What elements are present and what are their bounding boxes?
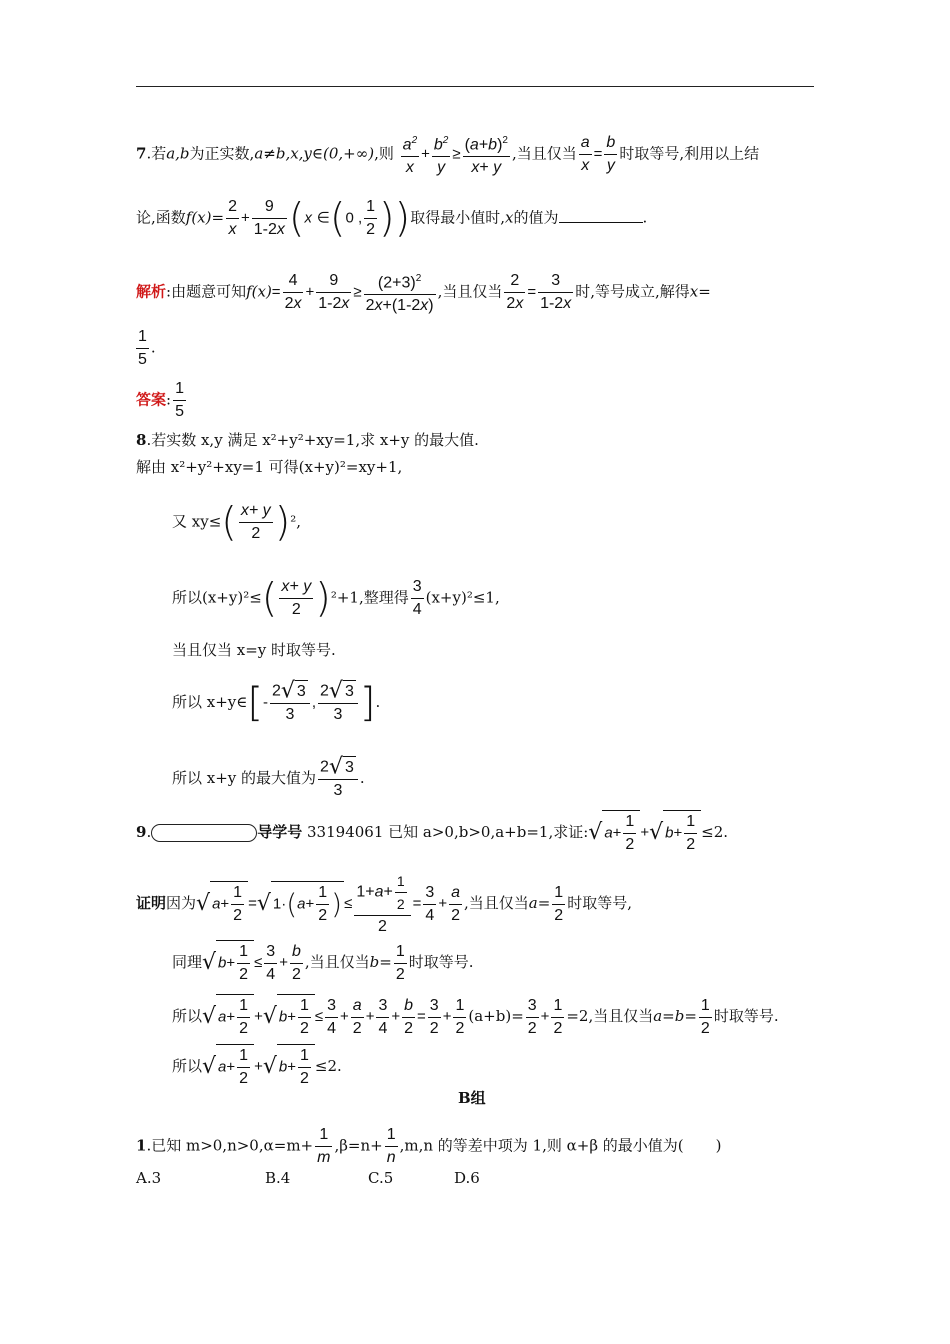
option-a[interactable]: A.3 — [136, 1169, 162, 1187]
q7-text: 时取等号,利用以上结 — [619, 144, 760, 163]
fraction: $\frac{(2+3)^2}{2x+(1-2x)}$ — [364, 268, 436, 317]
fraction: $\frac{3}{4}$ — [412, 578, 422, 618]
q7-text: = — [211, 208, 225, 227]
q8-text: 所以 x+y∈ — [172, 693, 248, 711]
solution-text: . — [150, 338, 156, 357]
q9-text: 已知 a>0,b>0,a+b=1,求证: — [388, 823, 589, 841]
q7-text: 为正实数, — [189, 144, 255, 163]
q9-proof-1: 证明因为√ a+ $\frac{1}{2}$ =√ 1·(a+ $\frac{1}{2}$ ) ≤ 1+a+ $\frac{1}{2}$ 2 = $\frac{3}{4}$ + $\frac{a}{2}$ ,当且仅当a= $\frac{1}{2}$ 时取等号, — [136, 870, 632, 938]
q8-text: 当且仅当 x=y 时取等号. — [172, 641, 336, 659]
q9-text: 时取等号. — [408, 953, 474, 971]
q9-text: 因为 — [166, 894, 197, 912]
q8-step-3: 所以(x+y)²≤( $\frac{x+ y}{2}$ )²+1,整理得 $\frac{3}{4}$ (x+y)²≤1, — [172, 575, 500, 622]
fraction: $\frac{a^2}{x}$ — [401, 130, 419, 179]
solution-label: 解析 — [136, 282, 167, 301]
q8-text: 解由 x²+y²+xy=1 可得(x+y)²=xy+1, — [136, 458, 403, 476]
function-f: f(x) — [246, 282, 272, 301]
q9-text: a=b= — [653, 1007, 697, 1025]
fraction: $\frac{2√ 3}{3}$ — [318, 756, 358, 802]
fraction: $\frac{4}{2x}$ — [284, 272, 302, 313]
q7-text: 论,函数 — [136, 208, 186, 227]
q9-text: ≤2. — [701, 823, 729, 841]
frac-denominator: 5 — [175, 403, 184, 420]
fraction: $\frac{b}{y}$ — [606, 134, 616, 175]
q8-text: (x+y)²≤1, — [425, 588, 500, 607]
solution-text: :由题意可知 — [166, 282, 247, 301]
fraction: $\frac{a}{x}$ — [580, 134, 590, 175]
q9-text: 时取等号. — [713, 1007, 779, 1025]
fraction: $\frac{x+ y}{2}$ — [240, 502, 271, 542]
solution-text: ,当且仅当 — [437, 282, 503, 301]
q9-text: ,当且仅当 — [463, 894, 529, 912]
proof-label: 证明 — [136, 894, 167, 912]
question-number: 7 — [136, 144, 147, 163]
q8-step-2: 又 xy≤( $\frac{x+ y}{2}$ )², — [172, 499, 302, 546]
q9-text: =2,当且仅当 — [566, 1007, 654, 1025]
q8-step-1 — [136, 457, 402, 477]
answer-text: : — [166, 390, 172, 409]
question-number: 8 — [136, 431, 147, 449]
solution-text: 时,等号成立,解得 — [575, 282, 690, 301]
q9-proof-2: 同理√ b+ $\frac{1}{2}$ ≤ $\frac{3}{4}$ + $\frac{b}{2}$ ,当且仅当b= $\frac{1}{2}$ 时取等号. — [172, 940, 474, 986]
fraction: $\frac{b^2}{y}$ — [432, 130, 450, 179]
q9-text: b= — [369, 953, 392, 971]
q9-text: a= — [528, 894, 551, 912]
q8-text: . — [359, 769, 365, 787]
fraction: $\frac{1}{2}$ — [366, 198, 376, 238]
q8-text: .若实数 x,y 满足 x²+y²+xy=1,求 x+y 的最大值. — [146, 431, 479, 449]
guide-label: 导学号 — [257, 823, 303, 841]
q8-text: 所以(x+y)²≤ — [172, 588, 262, 607]
fraction: $\frac{3}{1-2x}$ — [540, 272, 572, 313]
frac-numerator: 1 — [136, 326, 149, 349]
q7-text: 的值为 — [513, 208, 559, 227]
fraction: $\frac{2√ 3}{3}$ — [270, 680, 310, 726]
q9-proof-4: 所以√ a+ $\frac{1}{2}$ +√ b+ $\frac{1}{2}$ ≤2. — [172, 1044, 342, 1090]
q8-text: 又 xy≤ — [172, 512, 222, 531]
section-title-group-b: B组 — [458, 1089, 486, 1107]
q7-text: . — [642, 208, 648, 227]
fraction: $\frac{(a+b)^2}{x+ y}$ — [463, 130, 510, 179]
q9-text: ,当且仅当 — [304, 953, 370, 971]
question-number: 1 — [136, 1136, 147, 1155]
fraction: $\frac{2}{2x}$ — [506, 272, 524, 313]
q7-text: ,则 — [374, 144, 394, 163]
fraction: $\frac{9}{1-2x}$ — [318, 272, 350, 313]
fraction: $\frac{2√ 3}{3}$ — [318, 680, 358, 726]
answer-label: 答案 — [136, 390, 167, 409]
question-9: 9. 导学号 33194061 已知 a>0,b>0,a+b=1,求证:√ a+ $\frac{1}{2}$ +√ b+ $\frac{1}{2}$ ≤2. — [136, 810, 728, 856]
q7-ab: a,b — [166, 144, 190, 163]
q8-text: ²+1,整理得 — [330, 588, 409, 607]
fraction — [136, 326, 149, 371]
q8-text: ², — [290, 512, 302, 531]
b1-text: ) — [715, 1136, 722, 1155]
q9-text: 所以 — [172, 1007, 203, 1025]
header-rule — [136, 86, 814, 87]
question-7-line1: 7.若a,b为正实数,a≠b,x,y∈(0,+∞),则 $\frac{a^2}{x}$ + $\frac{b^2}{y}$ ≥ $\frac{(a+b)^2}{x+ y}$ ,当且仅当 $\frac{a}{x}$ = $\frac{b}{y}$ 时取等号,利用以上结 — [136, 130, 759, 179]
guide-code: 33194061 — [307, 823, 384, 841]
q7-text: ,当且仅当 — [511, 144, 577, 163]
question-7-line2: 论,函数f(x)= $\frac{2}{x}$ + $\frac{9}{1-2x}$ (x ∈(0 , $\frac{1}{2}$ ))取得最小值时,x的值为 . — [136, 195, 648, 242]
q8-step-4 — [172, 640, 336, 660]
q7-text: .若 — [146, 144, 167, 163]
q7-text: x — [505, 208, 514, 227]
fraction: 1+a+ $\frac{1}{2}$ 2 — [354, 870, 410, 938]
option-c[interactable]: C.5 — [368, 1169, 394, 1187]
q9-text: 同理 — [172, 953, 203, 971]
function-f: f(x) — [185, 208, 212, 227]
solution-7-result — [134, 326, 156, 371]
answer-blank — [559, 208, 643, 223]
fraction: $\frac{x+ y}{2}$ — [281, 578, 312, 618]
fraction — [173, 378, 186, 423]
solution-7: 解析:由题意可知f(x)= $\frac{4}{2x}$ + $\frac{9}{1-2x}$ ≥ $\frac{(2+3)^2}{2x+(1-2x)}$ ,当且仅当 $\frac{2}{2x}$ = $\frac{3}{1-2x}$ 时,等号成立,解得x= — [136, 268, 711, 317]
q9-text: 时取等号, — [567, 894, 632, 912]
frac-denominator: 5 — [138, 351, 147, 368]
q7-text: 取得最小值时, — [410, 208, 506, 227]
q8-text: 所以 x+y 的最大值为 — [172, 769, 317, 787]
b1-options — [136, 1168, 480, 1188]
b1-text: ,m,n 的等差中项为 1,则 α+β 的最小值为( — [399, 1136, 684, 1155]
answer-7 — [136, 378, 188, 423]
guide-badge — [151, 824, 257, 842]
question-number: 9 — [136, 823, 147, 841]
q7-condition: a≠b,x,y∈(0,+∞) — [254, 144, 375, 163]
q9-proof-3: 所以√ a+ $\frac{1}{2}$ +√ b+ $\frac{1}{2}$ ≤ $\frac{3}{4}$ + $\frac{a}{2}$ + $\frac{3}{4}$ + $\frac{b}{2}$ = $\frac{3}{2}$ + $\frac{1}{2}$ (a+b)= $\frac{3}{2}$ + $\frac{1}{2}$ =2,当且仅当a=b= $\frac{1}{2}$ 时取等号. — [172, 994, 779, 1040]
q8-step-6 — [172, 756, 365, 802]
q9-text: . — [146, 823, 152, 841]
option-b[interactable]: B.4 — [265, 1169, 291, 1187]
q9-text: (a+b)= — [468, 1007, 524, 1025]
question-b1: 1.已知 m>0,n>0,α=m+ $\frac{1}{m}$ ,β=n+ $\frac{1}{n}$ ,m,n 的等差中项为 1,则 α+β 的最小值为( ) — [136, 1126, 722, 1166]
b1-text: .已知 m>0,n>0,α=m+ — [146, 1136, 314, 1155]
frac-numerator: 1 — [173, 378, 186, 401]
fraction: $\frac{9}{1-2x}$ — [253, 198, 285, 238]
b1-text: ,β=n+ — [334, 1136, 383, 1155]
question-8 — [136, 430, 479, 450]
solution-text: x= — [689, 282, 711, 301]
q8-step-5: 所以 x+y∈[- $\frac{2√ 3}{3}$ , $\frac{2√ 3}{3}$ ]. — [172, 678, 381, 726]
fraction: $\frac{2}{x}$ — [228, 198, 237, 238]
q8-text: . — [375, 693, 381, 711]
option-d[interactable]: D.6 — [454, 1169, 480, 1187]
q9-text: ≤2. — [314, 1057, 342, 1075]
q9-text: 所以 — [172, 1057, 203, 1075]
